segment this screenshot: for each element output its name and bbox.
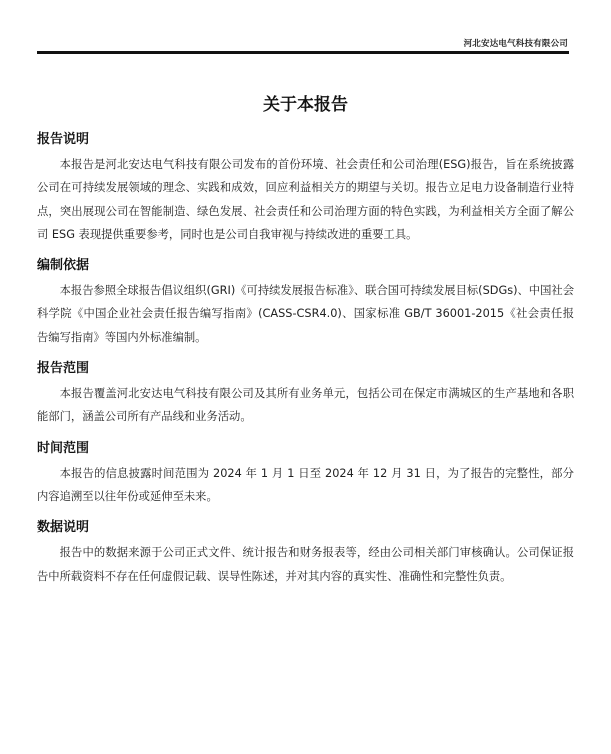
section-heading: 报告范围	[37, 361, 90, 377]
section-data-description	[37, 518, 574, 588]
section-heading: 编制依据	[37, 258, 90, 274]
section-compilation-basis	[37, 256, 574, 349]
section-body: 本报告覆盖河北安达电气科技有限公司及其所有业务单元，包括公司在保定市满城区的生产基地和各职能部门，涵盖公司所有产品线和业务活动。	[37, 387, 574, 424]
section-heading: 时间范围	[37, 440, 90, 456]
section-body: 报告中的数据来源于公司正式文件、统计报告和财务报表等，经由公司相关部门审核确认。公司保证报告中所载资料不存在任何虚假记载、误导性陈述，并对其内容的真实性、准确性和完整性负责。	[37, 546, 574, 583]
page-title: 关于本报告	[263, 95, 348, 115]
section-report-scope	[37, 359, 574, 429]
section-body: 本报告的信息披露时间范围为 2024 年 1 月 1 日至 2024 年 12 月 31 日，为了报告的完整性，部分内容追溯至以往年份或延伸至未来。	[37, 466, 574, 503]
header-divider	[37, 51, 569, 54]
section-body: 本报告参照全球报告倡议组织(GRI)《可持续发展报告标准》、联合国可持续发展目标(SDGs)、中国社会科学院《中国企业社会责任报告编写指南》(CASS-CSR4.0)、国家标准 GB/T 36001-2015《社会责任报告编写指南》等国内外标准编制。	[37, 284, 574, 344]
header-company-name: 河北安达电气科技有限公司	[463, 39, 568, 49]
section-heading: 数据说明	[37, 520, 90, 536]
report-content	[37, 130, 574, 598]
section-heading: 报告说明	[37, 132, 90, 147]
section-time-range	[37, 439, 574, 509]
section-body: 本报告是河北安达电气科技有限公司发布的首份环境、社会责任和公司治理(ESG)报告，旨在系统披露公司在可持续发展领域的理念、实践和成效，回应利益相关方的期望与关切。报告立足电力设备制造行业特点，突出展现公司在智能制造、绿色发展、社会责任和公司治理方面的特色实践，为利益相关方全面了解公司 ESG 表现提供重要参考，同时也是公司自我审视与持续改进的重要工具。	[37, 158, 574, 241]
section-report-description	[37, 130, 574, 246]
